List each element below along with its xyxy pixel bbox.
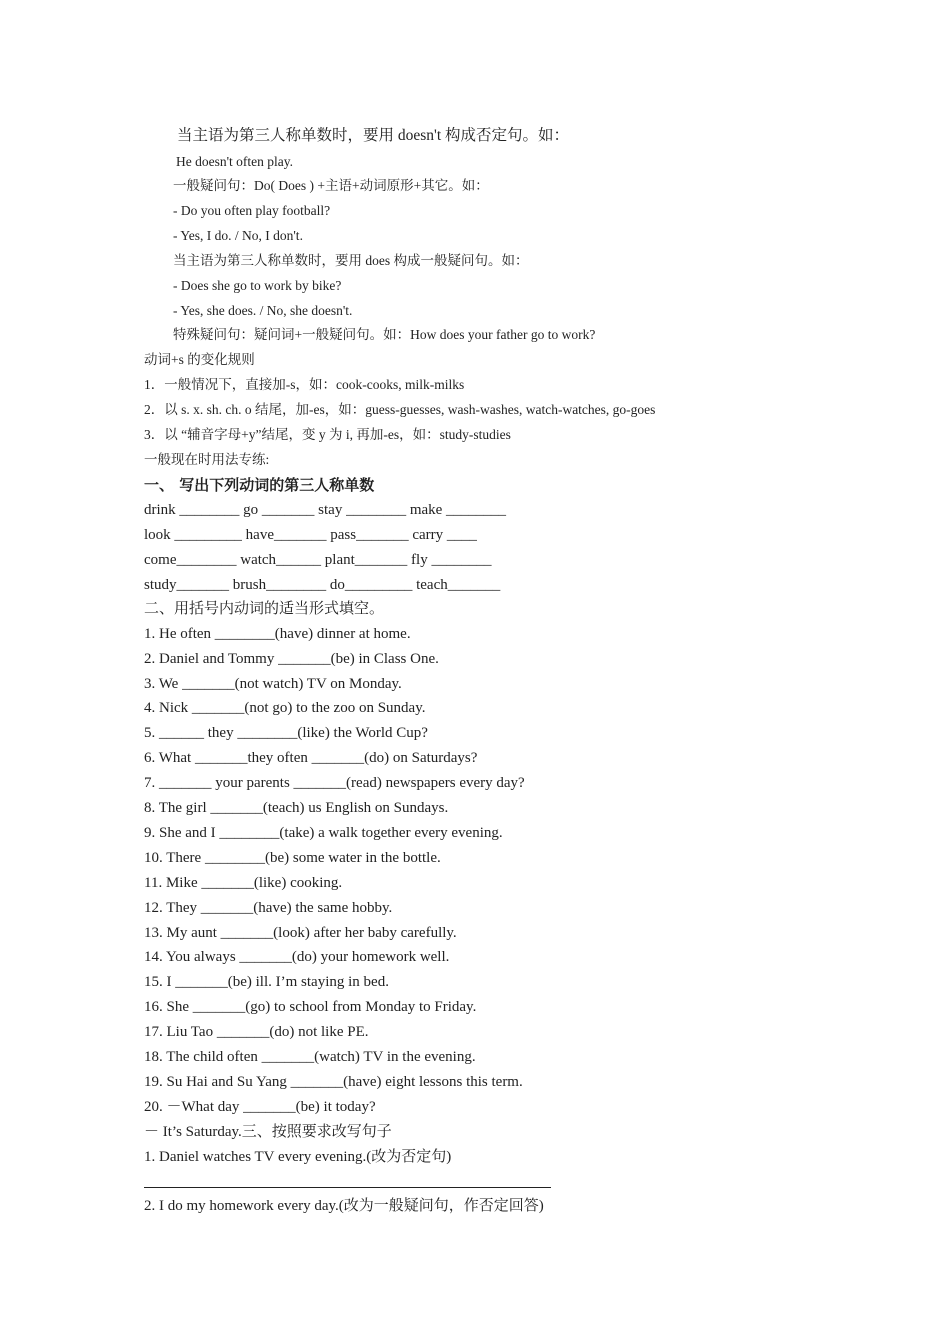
exercise-item: 7. _______ your parents _______(read) newspapers every day?: [144, 775, 525, 791]
exercise-item: 13. My aunt _______(look) after her baby carefully.: [144, 925, 457, 941]
intro-line-5: - Yes, I do. / No, I don't.: [173, 228, 303, 243]
answer-line: [144, 1187, 551, 1188]
exercise-item: 16. She _______(go) to school from Monday to Friday.: [144, 999, 477, 1015]
exercise-item: 4. Nick _______(not go) to the zoo on Sunday.: [144, 700, 426, 716]
exercise-item: 17. Liu Tao _______(do) not like PE.: [144, 1024, 369, 1040]
intro-line-4: - Do you often play football?: [173, 203, 331, 218]
intro-line-9: 特殊疑问句：疑问词+一般疑问句。如：How does your father go to work?: [173, 327, 596, 342]
exercise-item: 10. There ________(be) some water in the bottle.: [144, 850, 441, 866]
section-2-closing: － It’s Saturday.三、按照要求改写句子: [144, 1124, 392, 1140]
exercise-item: 19. Su Hai and Su Yang _______(have) eight lessons this term.: [144, 1074, 523, 1090]
exercise-item: 9. She and I ________(take) a walk together every evening.: [144, 825, 503, 841]
intro-line-2: He doesn't often play.: [176, 154, 294, 169]
intro-line-3: 一般疑问句：Do( Does ) +主语+动词原形+其它。如：: [173, 178, 489, 193]
exercise-item: 8. The girl _______(teach) us English on Sundays.: [144, 800, 449, 816]
exercise-item: 3. We _______(not watch) TV on Monday.: [144, 676, 402, 692]
exercise-item: 20. －What day _______(be) it today?: [144, 1099, 376, 1115]
rules-title: 动词+s 的变化规则: [144, 352, 255, 367]
section-1-title: 一、 写出下列动词的第三人称单数: [144, 476, 375, 494]
exercise-item: 12. They _______(have) the same hobby.: [144, 900, 393, 916]
practice-heading: 一般现在时用法专练:: [144, 452, 270, 467]
section-2-title: 二、用括号内动词的适当形式填空。: [144, 601, 385, 617]
rule-3: 3．以 “辅音字母+y”结尾，变 y 为 i, 再加-es，如：study-studies: [144, 427, 511, 442]
rewrite-question-2: 2. I do my homework every day.(改为一般疑问句，作否定回答): [144, 1198, 544, 1214]
exercise-item: 15. I _______(be) ill. I’m staying in bed.: [144, 974, 389, 990]
intro-line-7: - Does she go to work by bike?: [173, 278, 342, 293]
rewrite-question-1: 1. Daniel watches TV every evening.(改为否定句): [144, 1149, 452, 1165]
exercise-item: 14. You always _______(do) your homework well.: [144, 949, 450, 965]
exercise-item: 1. He often ________(have) dinner at home.: [144, 626, 411, 642]
exercise-item: 18. The child often _______(watch) TV in the evening.: [144, 1049, 476, 1065]
verb-row-3: come________ watch______ plant_______ fly ________: [144, 552, 492, 568]
intro-line-6: 当主语为第三人称单数时，要用 does 构成一般疑问句。如：: [173, 253, 529, 268]
exercise-item: 6. What _______they often _______(do) on Saturdays?: [144, 750, 478, 766]
exercise-item: 5. ______ they ________(like) the World Cup?: [144, 725, 428, 741]
verb-row-2: look _________ have_______ pass_______ carry ____: [144, 527, 477, 543]
intro-line-1: 当主语为第三人称单数时，要用 doesn't 构成否定句。如：: [177, 127, 570, 144]
exercise-item: 11. Mike _______(like) cooking.: [144, 875, 343, 891]
exercise-item: 2. Daniel and Tommy _______(be) in Class One.: [144, 651, 439, 667]
rule-1: 1．一般情况下，直接加-s，如：cook-cooks, milk-milks: [144, 377, 465, 392]
rule-2: 2．以 s. x. sh. ch. o 结尾，加-es，如：guess-guesses, wash-washes, watch-watches, go-goes: [144, 402, 656, 417]
verb-row-4: study_______ brush________ do_________ teach_______: [144, 577, 501, 593]
intro-line-8: - Yes, she does. / No, she doesn't.: [173, 303, 353, 318]
verb-row-1: drink ________ go _______ stay ________ make ________: [144, 502, 507, 518]
